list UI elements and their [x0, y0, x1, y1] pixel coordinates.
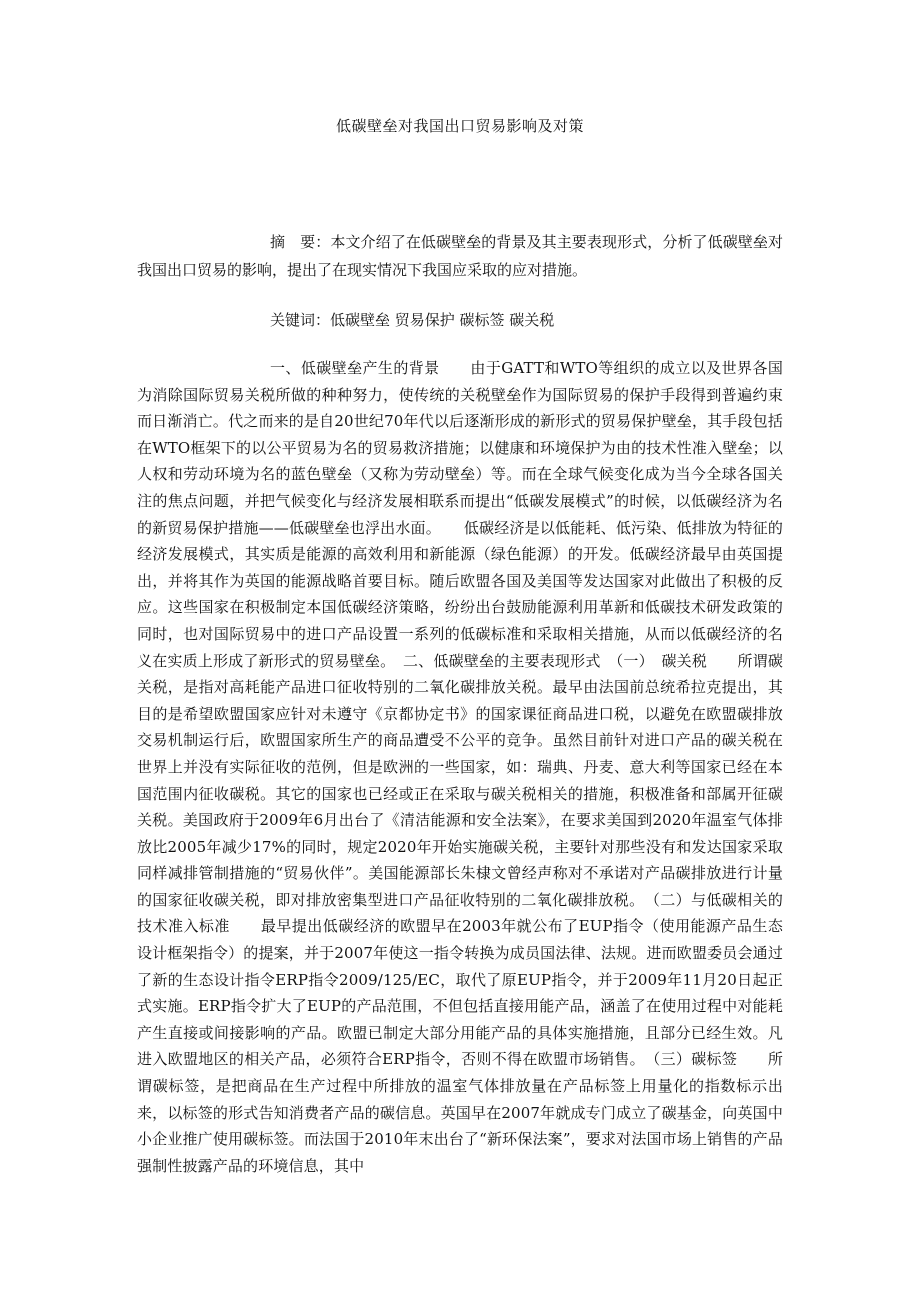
keywords-line: 关键词：低碳壁垒 贸易保护 碳标签 碳关税 [270, 311, 555, 329]
body-paragraph: 一、低碳壁垒产生的背景 由于GATT和WTO等组织的成立以及世界各国为消除国际贸易关税所做的种种努力，使传统的关税壁垒作为国际贸易的保护手段得到普遍约束而日渐消亡。代之而来的是自20世纪70年代以后逐渐形成的新形式的贸易保护壁垒，其手段包括在WTO框架下的以公平贸易为名的贸易救济措施；以健康和环境保护为由的技术性准入壁垒；以人权和劳动环境为名的蓝色壁垒（又称为劳动壁垒）等。而在全球气候变化成为当今全球各国关注的焦点问题，并把气候变化与经济发展相联系而提出“低碳发展模式”的时候，以低碳经济为名的新贸易保护措施——低碳壁垒也浮出水面。 低碳经济是以低能耗、低污染、低排放为特征的经济发展模式，其实质是能源的高效利用和新能源（绿色能源）的开发。低碳经济最早由英国提出，并将其作为英国的能源战略首要目标。随后欧盟各国及美国等发达国家对此做出了积极的反应。这些国家在积极制定本国低碳经济策略，纷纷出台鼓励能源利用革新和低碳技术研发政策的同时，也对国际贸易中的进口产品设置一系列的低碳标准和采取相关措施，从而以低碳经济的名义在实质上形成了新形式的贸易壁垒。 二、低碳壁垒的主要表现形式 （一） 碳关税 所谓碳关税，是指对高耗能产品进口征收特别的二氧化碳排放关税。最早由法国前总统希拉克提出，其目的是希望欧盟国家应针对未遵守《京都协定书》的国家课征商品进口税，以避免在欧盟碳排放交易机制运行后，欧盟国家所生产的商品遭受不公平的竞争。虽然目前针对进口产品的碳关税在世界上并没有实际征收的范例，但是欧洲的一些国家，如：瑞典、丹麦、意大利等国家已经在本国范围内征收碳税。其它的国家也已经或正在采取与碳关税相关的措施，积极准备和部属开征碳关税。美国政府于2009年6月出台了《清洁能源和安全法案》，在要求美国到2020年温室气体排放比2005年减少17%的同时，规定2020年开始实施碳关税，主要针对那些没有和发达国家采取同样减排管制措施的“贸易伙伴”。美国能源部长朱棣文曾经声称对不承诺对产品碳排放进行计量的国家征收碳关税，即对排放密集型进口产品征收特别的二氧化碳排放税。 （二）与低碳相关的技术准入标准 最早提出低碳经济的欧盟早在2003年就公布了EUP指令（使用能源产品生态设计框架指令）的提案，并于2007年使这一指令转换为成员国法律、法规。进而欧盟委员会通过了新的生态设计指令ERP指令2009/125/EC，取代了原EUP指令，并于2009年11月20日起正式实施。ERP指令扩大了EUP的产品范围，不但包括直接用能产品，涵盖了在使用过程中对能耗产生直接或间接影响的产品。欧盟已制定大部分用能产品的具体实施措施，且部分已经生效。凡进入欧盟地区的相关产品，必须符合ERP指令，否则不得在欧盟市场销售。 （三）碳标签 所谓碳标签，是把商品在生产过程中所排放的温室气体排放量在产品标签上用量化的指数标示出来，以标签的形式告知消费者产品的碳信息。英国早在2007年就成专门成立了碳基金，向英国中小企业推广使用碳标签。而法国于2010年末出台了“新环保法案”，要求对法国市场上销售的产品强制性披露产品的环境信息，其中 [137, 359, 783, 1175]
document-title: 低碳壁垒对我国出口贸易影响及对策 [335, 117, 584, 135]
abstract-paragraph: 摘 要：本文介绍了在低碳壁垒的背景及其主要表现形式，分析了低碳壁垒对我国出口贸易的影响，提出了在现实情况下我国应采取的应对措施。 [137, 233, 783, 279]
